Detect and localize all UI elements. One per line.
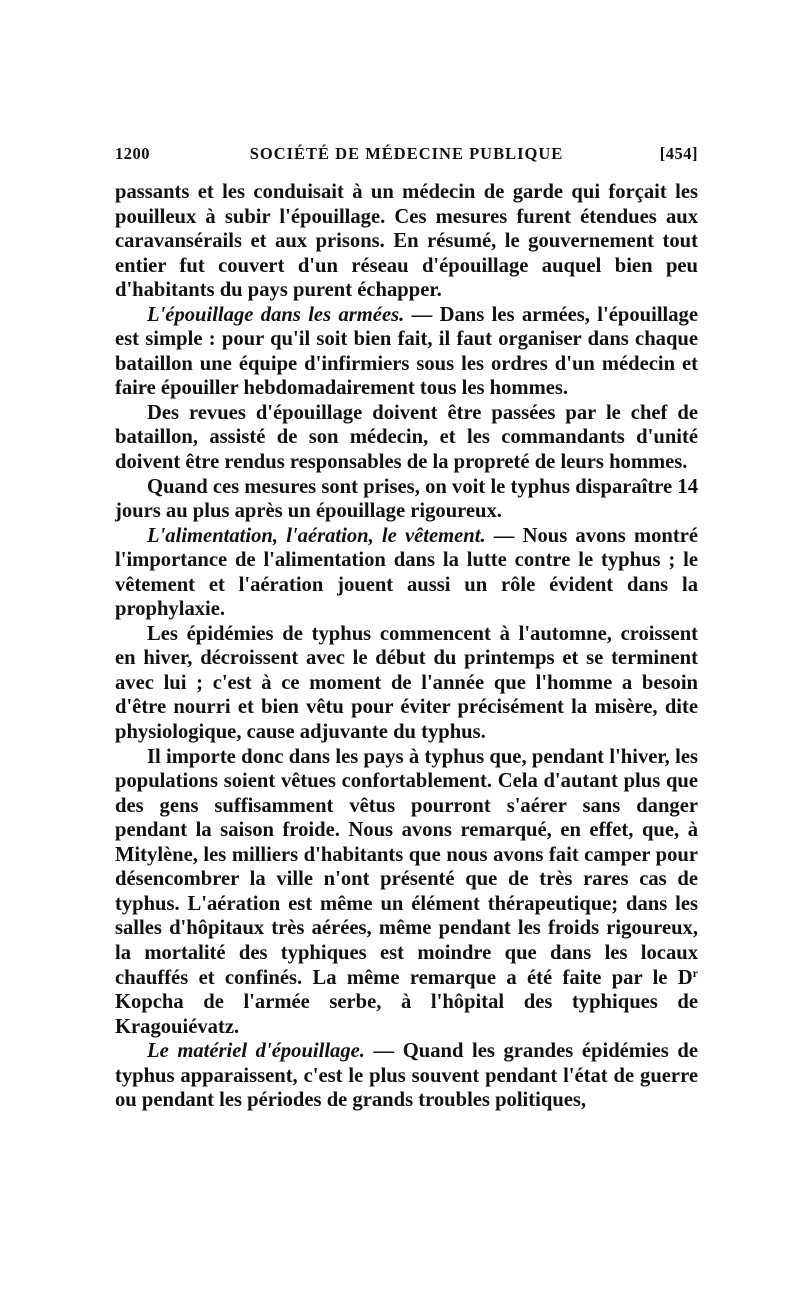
issue-number: [454]: [659, 144, 698, 163]
paragraph-epouillage-armees: [115, 303, 698, 401]
paragraph-mesures: [115, 475, 698, 524]
journal-title: SOCIÉTÉ DE MÉDECINE PUBLIQUE: [249, 144, 564, 163]
paragraph-text: Les épidémies de typhus commencent à l'automne, croissent en hiver, décroissent avec le début du printemps et se terminent avec lui ; c'est à ce moment de l'année que l'homme a besoin d'être nourri et bien vêtu pour éviter précisément la misère, dite physiologique, cause adjuvante du typhus.: [115, 622, 698, 744]
section-rubric: Le matériel d'épouillage.: [147, 1040, 365, 1063]
running-head: [115, 144, 698, 170]
paragraph-text: — Dans les armées, l'épouillage est simple : pour qu'il soit bien fait, il faut organiser dans chaque bataillon une équipe d'infirmiers sous les ordres d'un médecin et faire épouiller hebdomadairement tous les hommes.: [115, 303, 698, 400]
section-rubric: L'épouillage dans les armées.: [147, 303, 405, 326]
paragraph-text: Il importe donc dans les pays à typhus que, pendant l'hiver, les populations soient vêtues confortablement. Cela d'autant plus que des gens suffisamment vêtus pourront s'aérer sans danger pendant la saison froide. Nous avons remarqué, en effet, que, à Mitylène, les milliers d'habitants que nous avons fait camper pour désencombrer la ville n'ont présenté que de très rares cas de typhus. L'aération est même un élément thérapeutique; dans les salles d'hôpitaux très aérées, même pendant les froids rigoureux, la mortalité des typhiques est moindre que dans les locaux chauffés et confinés. La même remarque a été faite par le D: [115, 745, 698, 989]
paragraph-materiel: [115, 1039, 698, 1113]
paragraph-revues: [115, 401, 698, 475]
article-body: [115, 180, 698, 1113]
paragraph-continuation: [115, 180, 698, 303]
paragraph-text: Kopcha de l'armée serbe, à l'hôpital des typhiques de Kragouiévatz.: [115, 991, 698, 1038]
paragraph-text: Des revues d'épouillage doivent être passées par le chef de bataillon, assisté de son médecin, et les commandants d'unité doivent être rendus responsables de la propreté de leurs hommes.: [115, 401, 698, 474]
paragraph-text: — Nous avons montré l'importance de l'alimentation dans la lutte contre le typhus ; le vêtement et l'aération jouent aussi un rôle évident dans la prophylaxie.: [115, 524, 698, 621]
paragraph-text: passants et les conduisait à un médecin de garde qui forçait les pouilleux à subir l'épouillage. Ces mesures furent étendues aux caravansérails et aux prisons. En résumé, le gouvernement tout entier fut couvert d'un réseau d'épouillage auquel bien peu d'habitants du pays purent échapper.: [115, 181, 698, 302]
paragraph-epidemies: [115, 622, 698, 745]
paragraph-text: — Quand les grandes épidémies de typhus apparaissent, c'est le plus souvent pendant l'état de guerre ou pendant les périodes de grands troubles politiques,: [115, 1040, 699, 1112]
page-number: 1200: [115, 144, 150, 163]
paragraph-vetement-aeration: [115, 745, 698, 1040]
paragraph-alimentation: [115, 524, 698, 622]
superscript: r: [692, 965, 698, 980]
section-rubric: L'alimentation, l'aération, le vêtement.: [147, 524, 486, 547]
paragraph-text: Quand ces mesures sont prises, on voit le typhus disparaître 14 jours au plus après un épouillage rigoureux.: [115, 475, 698, 523]
